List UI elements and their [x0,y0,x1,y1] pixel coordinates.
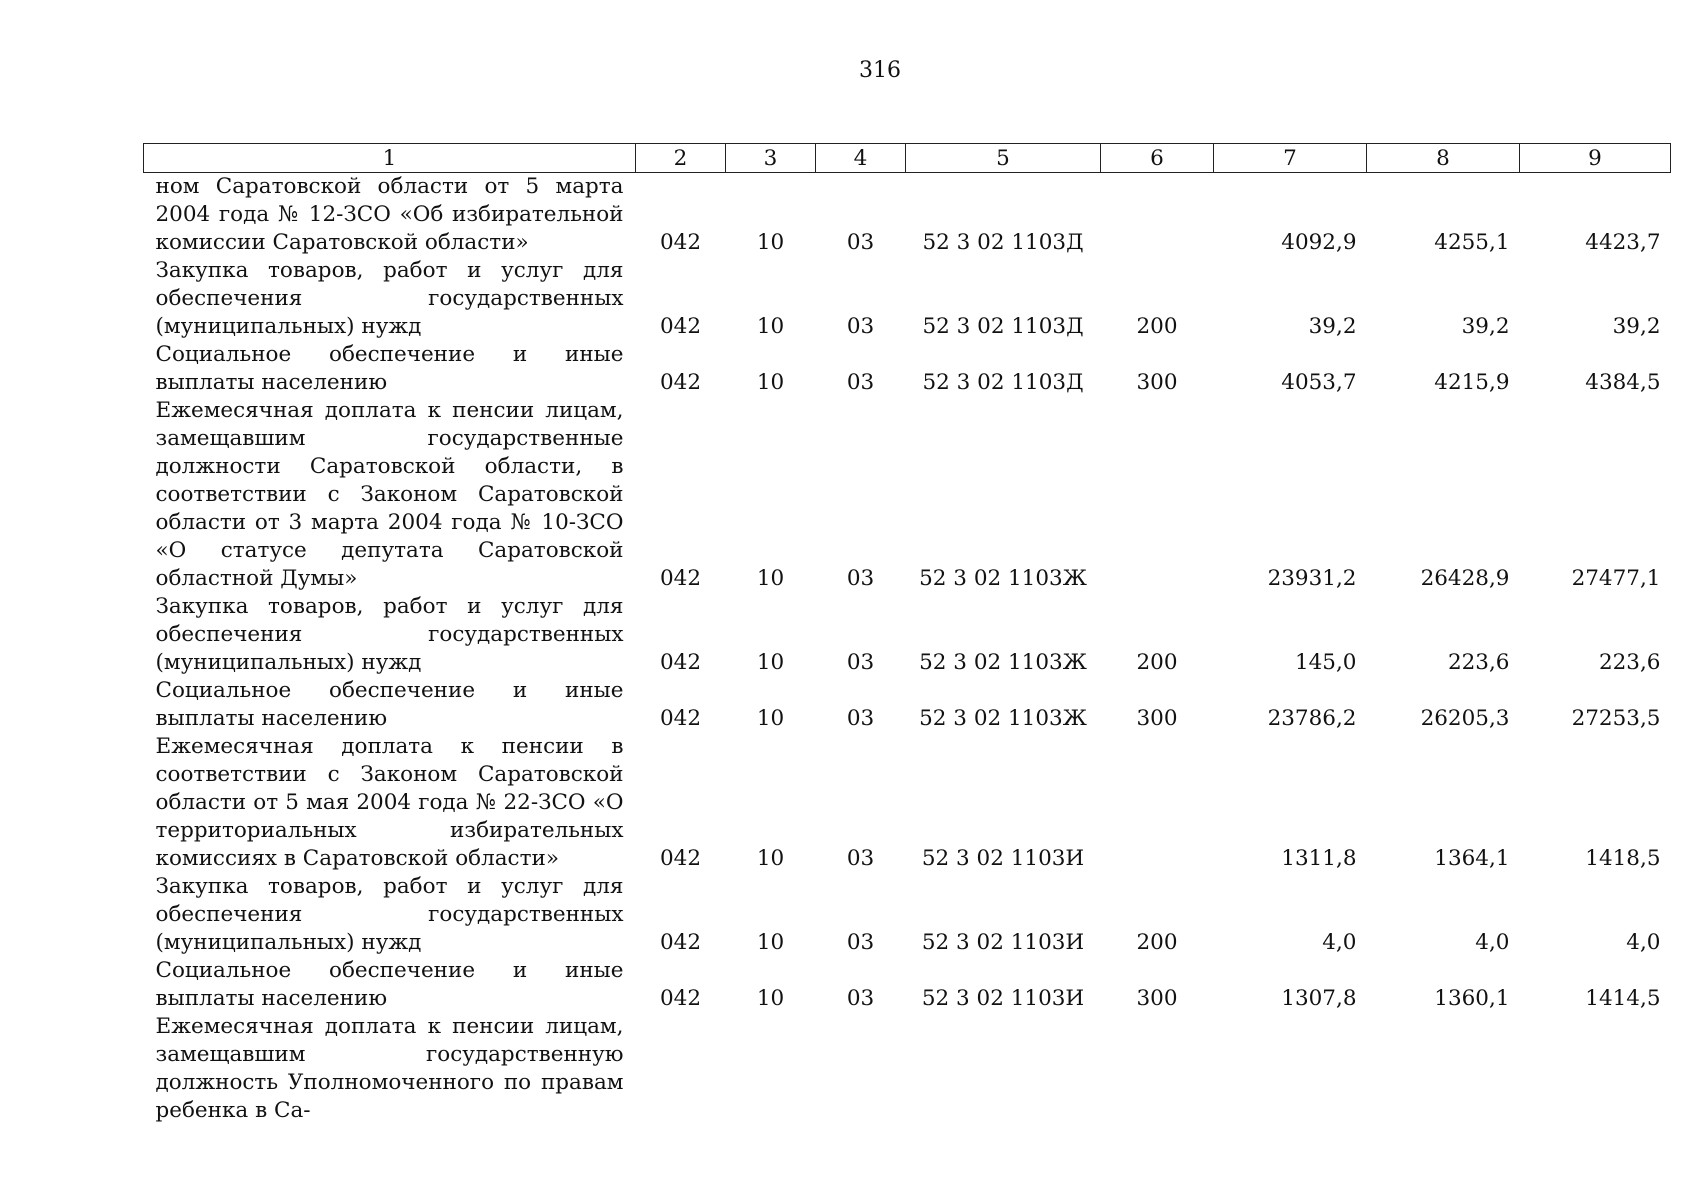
row-description: ном Саратовской области от 5 марта 2004 года № 12-ЗСО «Об избирательной комиссии Саратовской области» [155,174,624,255]
column-header-3: 3 [726,144,816,173]
amount-year-1: 23931,2 [1267,566,1357,591]
admin-code: 042 [659,706,702,731]
target-article: 52 3 02 1103Д [922,230,1084,255]
amount-year-3: 223,6 [1598,650,1661,675]
section-code: 10 [756,846,785,871]
table-row [144,677,1671,733]
expense-type [1101,397,1214,593]
admin-code: 042 [659,986,702,1011]
target-article: 52 3 02 1103И [921,986,1085,1011]
amount-year-3: 4,0 [1626,930,1661,955]
subsection-code: 03 [846,314,875,339]
subsection-code: 03 [846,706,875,731]
column-header-8: 8 [1367,144,1520,173]
table-row [144,173,1671,258]
admin-code: 042 [659,230,702,255]
amount-year-3: 1414,5 [1585,986,1661,1011]
amount-year-2: 1364,1 [1434,846,1510,871]
subsection-code: 03 [846,986,875,1011]
table-row [144,873,1671,957]
subsection-code: 03 [846,230,875,255]
row-description: Социальное обеспечение и иные выплаты населению [155,678,624,731]
expense-type: 200 [1136,314,1178,339]
column-header-9: 9 [1520,144,1671,173]
section-code: 10 [756,370,785,395]
target-article: 52 3 02 1103И [921,846,1085,871]
header-row [144,144,1671,173]
amount-year-3: 1418,5 [1585,846,1661,871]
table-row [144,593,1671,677]
subsection-code: 03 [846,566,875,591]
amount-year-2: 4255,1 [1434,230,1510,255]
table-row [144,397,1671,593]
target-article: 52 3 02 1103Ж [919,706,1087,731]
admin-code: 042 [659,650,702,675]
section-code [726,1013,816,1125]
amount-year-1: 1307,8 [1281,986,1357,1011]
amount-year-1: 4,0 [1322,930,1357,955]
column-header-6: 6 [1101,144,1214,173]
admin-code: 042 [659,846,702,871]
section-code: 10 [756,566,785,591]
admin-code: 042 [659,930,702,955]
table-header [144,144,1671,173]
expense-type [1101,733,1214,873]
row-description: Социальное обеспечение и иные выплаты населению [155,342,624,395]
amount-year-3: 39,2 [1612,314,1661,339]
table-row [144,257,1671,341]
amount-year-1 [1214,1013,1367,1125]
column-header-4: 4 [816,144,906,173]
amount-year-2: 223,6 [1447,650,1510,675]
target-article: 52 3 02 1103И [921,930,1085,955]
amount-year-2: 26428,9 [1420,566,1510,591]
amount-year-2 [1367,1013,1520,1125]
row-description: Закупка товаров, работ и услуг для обеспечения государственных (муниципальных) нужд [155,594,624,675]
admin-code [636,1013,726,1125]
target-article: 52 3 02 1103Д [922,314,1084,339]
target-article: 52 3 02 1103Ж [919,650,1087,675]
subsection-code: 03 [846,930,875,955]
table-row [144,1013,1671,1125]
section-code: 10 [756,230,785,255]
row-description: Ежемесячная доплата к пенсии лицам, замещавшим государственную должность Уполномоченного по правам ребенка в Са- [155,1014,624,1123]
amount-year-3: 27477,1 [1571,566,1661,591]
column-header-1: 1 [144,144,636,173]
amount-year-1: 23786,2 [1267,706,1357,731]
amount-year-1: 145,0 [1294,650,1357,675]
target-article [906,1013,1101,1125]
subsection-code [816,1013,906,1125]
amount-year-3 [1520,1013,1671,1125]
expense-type: 200 [1136,930,1178,955]
table-row [144,957,1671,1013]
expense-type: 300 [1136,706,1178,731]
amount-year-2: 4215,9 [1434,370,1510,395]
section-code: 10 [756,314,785,339]
target-article: 52 3 02 1103Ж [919,566,1087,591]
amount-year-2: 4,0 [1475,930,1510,955]
amount-year-2: 26205,3 [1420,706,1510,731]
table-row [144,341,1671,397]
amount-year-3: 27253,5 [1571,706,1661,731]
row-description: Ежемесячная доплата к пенсии в соответствии с Законом Саратовской области от 5 мая 2004 года № 22-ЗСО «О территориальных избирательных комиссиях в Саратовской области» [155,734,624,871]
column-header-7: 7 [1214,144,1367,173]
section-code: 10 [756,706,785,731]
amount-year-1: 39,2 [1308,314,1357,339]
row-description: Социальное обеспечение и иные выплаты населению [155,958,624,1011]
page-number: 316 [859,58,901,83]
section-code: 10 [756,650,785,675]
expense-type [1101,173,1214,258]
section-code: 10 [756,930,785,955]
subsection-code: 03 [846,650,875,675]
amount-year-3: 4384,5 [1585,370,1661,395]
amount-year-1: 4053,7 [1281,370,1357,395]
target-article: 52 3 02 1103Д [922,370,1084,395]
amount-year-2: 1360,1 [1434,986,1510,1011]
column-header-5: 5 [906,144,1101,173]
table-row [144,733,1671,873]
admin-code: 042 [659,370,702,395]
row-description: Ежемесячная доплата к пенсии лицам, замещавшим государственные должности Саратовской области, в соответствии с Законом Саратовской области от 3 марта 2004 года № 10-ЗСО «О статусе депутата Саратовской областной Думы» [155,398,624,591]
amount-year-1: 1311,8 [1281,846,1357,871]
expense-type [1101,1013,1214,1125]
subsection-code: 03 [846,370,875,395]
expense-type: 300 [1136,986,1178,1011]
expense-type: 300 [1136,370,1178,395]
admin-code: 042 [659,566,702,591]
admin-code: 042 [659,314,702,339]
amount-year-1: 4092,9 [1281,230,1357,255]
amount-year-3: 4423,7 [1585,230,1661,255]
expense-type: 200 [1136,650,1178,675]
section-code: 10 [756,986,785,1011]
budget-table [143,143,1671,1125]
row-description: Закупка товаров, работ и услуг для обеспечения государственных (муниципальных) нужд [155,258,624,339]
table-body [144,173,1671,1126]
column-header-2: 2 [636,144,726,173]
subsection-code: 03 [846,846,875,871]
amount-year-2: 39,2 [1461,314,1510,339]
row-description: Закупка товаров, работ и услуг для обеспечения государственных (муниципальных) нужд [155,874,624,955]
